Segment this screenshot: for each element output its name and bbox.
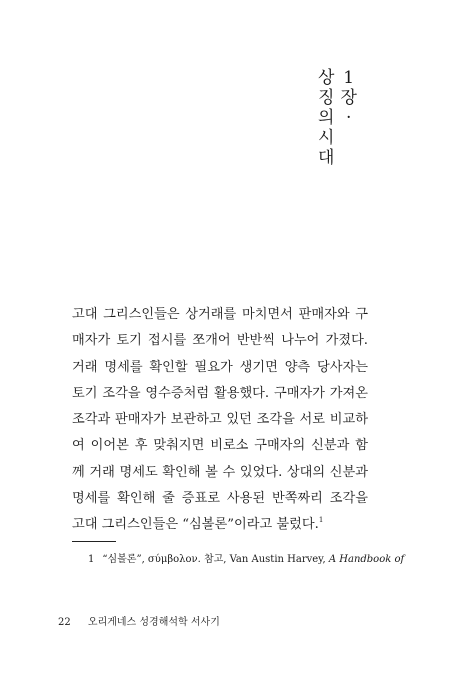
chapter-title-char: 상: [318, 68, 335, 88]
body-text: 고대 그리스인들은 상거래를 마치면서 판매자와 구매자가 토기 접시를 쪼개어 반반씩 나누어 가졌다. 거래 명세를 확인할 필요가 생기면 양측 당사자는 토기 조각을 영수증처럼 활용했다. 구매자가 가져온 조각과 판매자가 보관하고 있던 조각을 서로 비교하여 이어본 후 맞춰지면 비로소 구매자의 신분과 함께 거래 명세도 확인해 볼 수 있었다. 상대의 신분과 명세를 확인해 줄 증표로 사용된 반쪽짜리 조각을 고대 그리스인들은 “심볼론”이라고 불렀다.: [72, 307, 368, 533]
footnote-book-title: A Handbook of: [328, 554, 405, 565]
chapter-title: [318, 68, 357, 168]
chapter-number-suffix: 장: [340, 88, 357, 108]
footnote-reference[interactable]: 1: [318, 516, 324, 525]
footnote-divider: [72, 541, 116, 542]
chapter-number-digit: 1: [343, 68, 355, 88]
chapter-title-char: 시: [318, 128, 335, 148]
footnote: [88, 553, 405, 567]
footer-book-title: 오리게네스 성경해석학 서사기: [87, 617, 220, 628]
chapter-title-char: 대: [318, 148, 335, 168]
chapter-name: [318, 68, 334, 168]
running-footer: [58, 616, 220, 630]
page-number: 22: [58, 617, 71, 628]
body-paragraph: [72, 302, 368, 539]
chapter-title-char: 의: [318, 108, 335, 128]
chapter-title-char: 징: [318, 88, 335, 108]
footnote-number: 1: [88, 554, 95, 565]
footnote-text: “심볼론”, σύμβολον. 참고, Van Austin Harvey,: [102, 554, 326, 565]
chapter-number-dot: .: [345, 103, 352, 123]
chapter-number: [340, 68, 356, 168]
